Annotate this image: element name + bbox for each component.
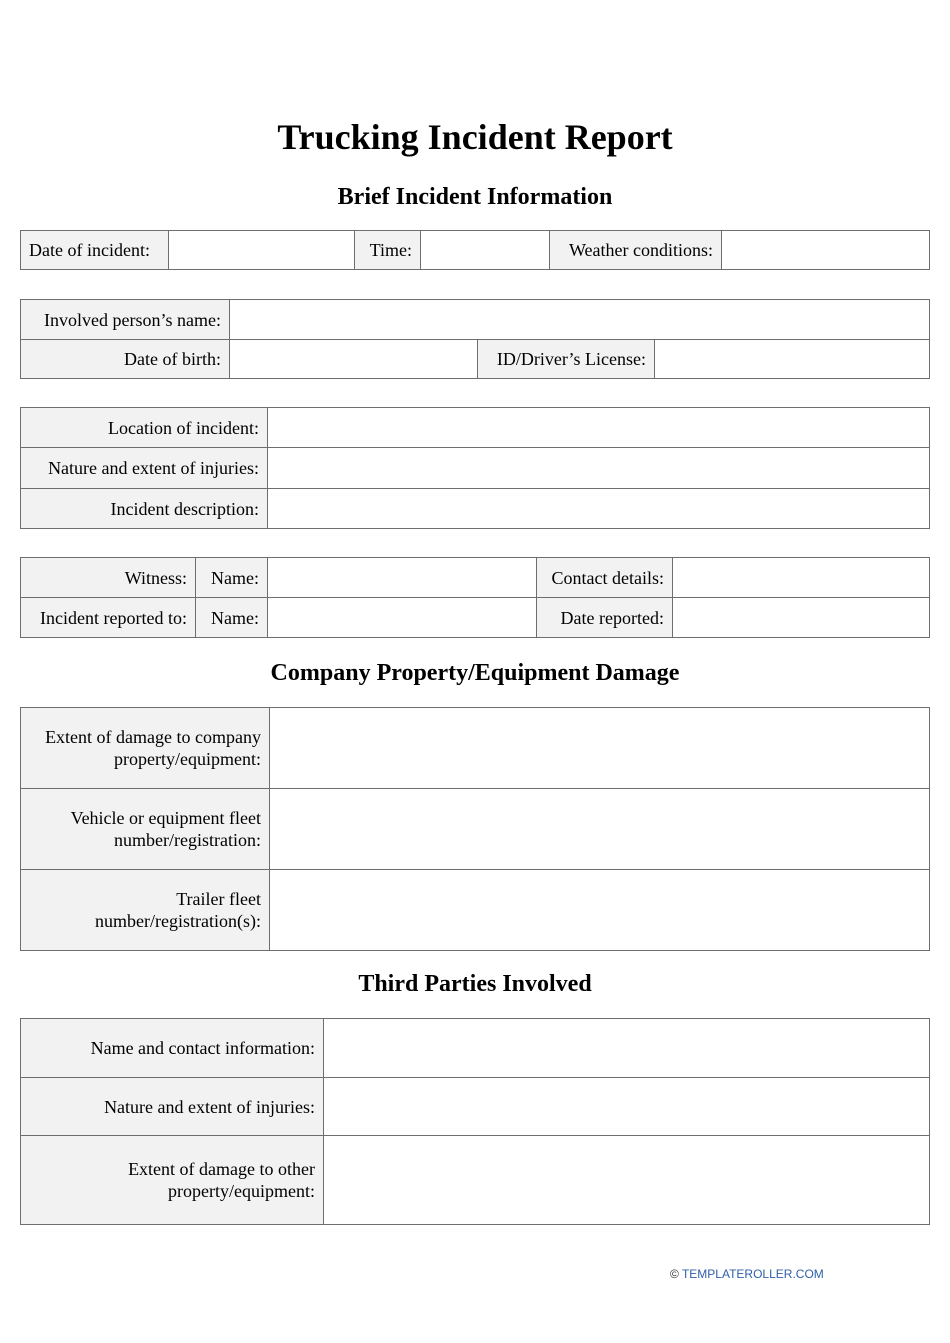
footer-brand-link[interactable]: TEMPLATEROLLER.COM (681, 1267, 824, 1281)
copyright-symbol: © (670, 1267, 679, 1281)
date-of-incident-label: Date of incident: (21, 231, 169, 270)
property-damage-table (20, 707, 930, 951)
witness-table (20, 557, 930, 638)
date-reported-field[interactable] (673, 598, 930, 638)
nature-of-injuries-field[interactable] (268, 448, 930, 489)
time-label: Time: (355, 231, 421, 270)
reported-name-label: Name: (196, 598, 268, 638)
drivers-license-field[interactable] (655, 340, 930, 379)
vehicle-fleet-field[interactable] (270, 789, 930, 870)
vehicle-fleet-label-line1: Vehicle or equipment fleet (70, 808, 261, 828)
involved-person-table (20, 299, 930, 379)
contact-details-field[interactable] (673, 558, 930, 598)
third-party-damage-label-line2: property/equipment: (168, 1181, 315, 1201)
location-of-incident-field[interactable] (268, 408, 930, 448)
date-of-birth-field[interactable] (230, 340, 478, 379)
vehicle-fleet-label (21, 789, 270, 870)
trailer-fleet-label-line1: Trailer fleet (176, 889, 261, 909)
trailer-fleet-field[interactable] (270, 870, 930, 951)
third-party-contact-label: Name and contact information: (21, 1019, 324, 1078)
footer-credit (670, 1267, 824, 1281)
location-of-incident-label: Location of incident: (21, 408, 268, 448)
witness-name-label: Name: (196, 558, 268, 598)
third-party-contact-field[interactable] (324, 1019, 930, 1078)
nature-of-injuries-label: Nature and extent of injuries: (21, 448, 268, 489)
company-damage-label (21, 708, 270, 789)
contact-details-label: Contact details: (537, 558, 673, 598)
involved-person-name-field[interactable] (230, 300, 930, 340)
trailer-fleet-label-line2: number/registration(s): (95, 911, 261, 931)
incident-description-field[interactable] (268, 489, 930, 529)
section-title-damage: Company Property/Equipment Damage (270, 660, 680, 686)
vehicle-fleet-label-line2: number/registration: (114, 830, 261, 850)
involved-person-name-label: Involved person’s name: (21, 300, 230, 340)
date-reported-label: Date reported: (537, 598, 673, 638)
section-title-third-parties: Third Parties Involved (358, 971, 592, 997)
third-parties-table (20, 1018, 930, 1225)
third-party-damage-label-line1: Extent of damage to other (128, 1159, 315, 1179)
incident-description-label: Incident description: (21, 489, 268, 529)
company-damage-label-line1: Extent of damage to company (45, 727, 261, 747)
third-party-damage-field[interactable] (324, 1136, 930, 1225)
third-party-damage-label (21, 1136, 324, 1225)
time-field[interactable] (421, 231, 550, 270)
trailer-fleet-label (21, 870, 270, 951)
incident-reported-to-label: Incident reported to: (21, 598, 196, 638)
incident-details-table (20, 407, 930, 529)
company-damage-label-line2: property/equipment: (114, 749, 261, 769)
date-of-birth-label: Date of birth: (21, 340, 230, 379)
witness-name-field[interactable] (268, 558, 537, 598)
third-party-injuries-label: Nature and extent of injuries: (21, 1078, 324, 1136)
weather-conditions-field[interactable] (722, 231, 930, 270)
witness-label: Witness: (21, 558, 196, 598)
drivers-license-label: ID/Driver’s License: (478, 340, 655, 379)
reported-name-field[interactable] (268, 598, 537, 638)
section-title-brief: Brief Incident Information (337, 184, 613, 210)
company-damage-field[interactable] (270, 708, 930, 789)
weather-conditions-label: Weather conditions: (550, 231, 722, 270)
page-title: Trucking Incident Report (277, 117, 673, 157)
brief-info-table (20, 230, 930, 270)
date-of-incident-field[interactable] (169, 231, 355, 270)
third-party-injuries-field[interactable] (324, 1078, 930, 1136)
